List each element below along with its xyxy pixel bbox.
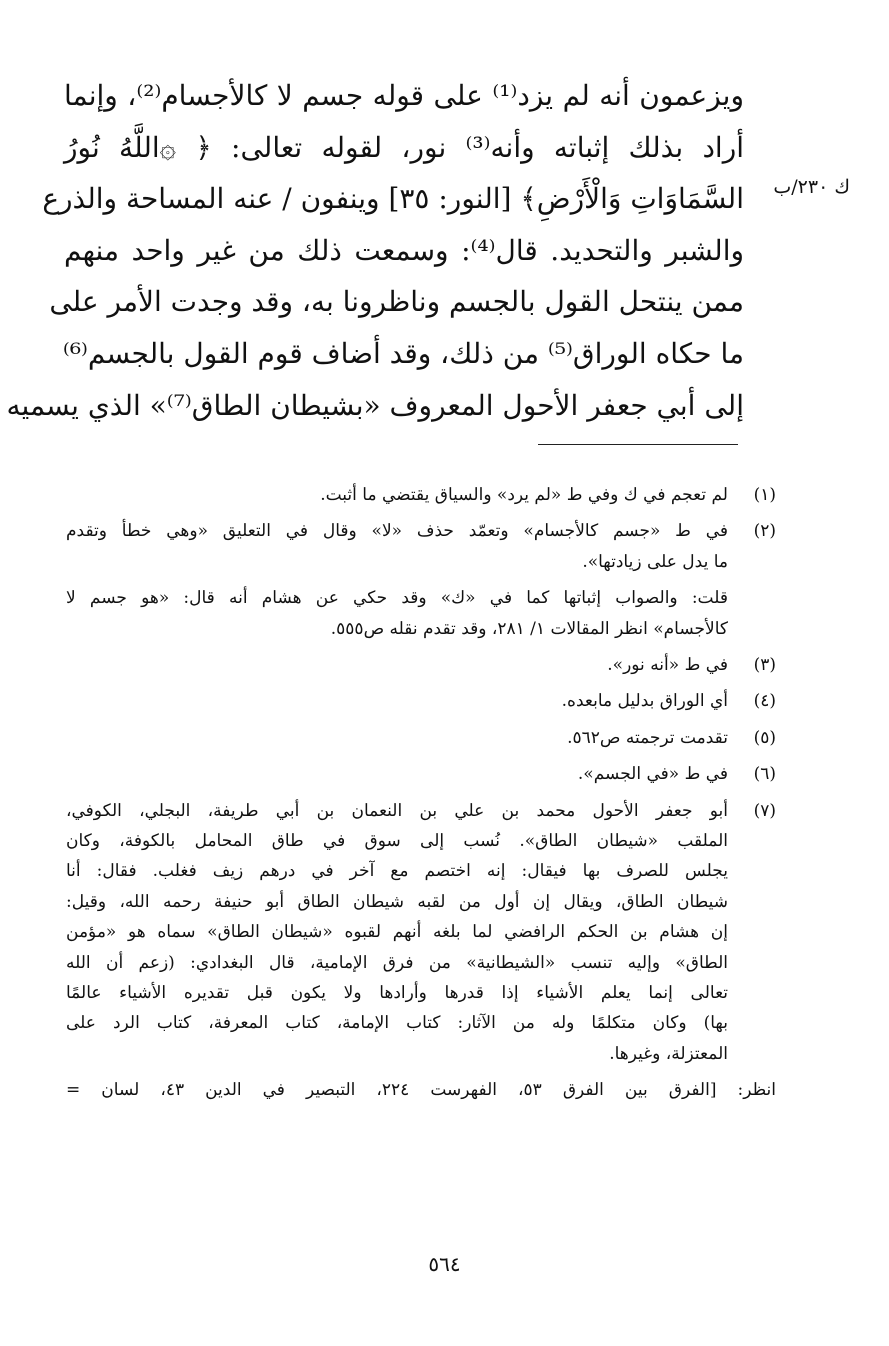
main-text — [6, 70, 744, 431]
footnote-line: إن هشام بن الحكم الرافضي لما بلغه أنهم لقبوه «شيطان الطاق» سماه هو «مؤمن — [66, 922, 728, 943]
footnote-line: في ط «أنه نور». — [607, 654, 728, 675]
main-line: ويزعمون أنه لم يزد⁽¹⁾ على قوله جسم لا كالأجسام⁽²⁾، وإنما — [64, 79, 744, 112]
footnote-number — [728, 583, 776, 644]
footnote-line: ما يدل على زيادتها». — [582, 551, 728, 572]
main-line: والشبر والتحديد. قال⁽⁴⁾: وسمعت ذلك من غير واحد منهم — [64, 233, 744, 267]
main-line: ممن ينتحل القول بالجسم وناظرونا به، وقد وجدت الأمر على — [49, 285, 744, 319]
footnote-line: الملقب «شيطان الطاق». نُسب إلى سوق في طاق المحامل بالكوفة، وكان — [66, 830, 728, 851]
footnote-line: كالأجسام» انظر المقالات ١/ ٢٨١، وقد تقدم نقله ص٥٥٥. — [330, 618, 728, 639]
footnote-separator — [538, 444, 738, 445]
main-line: إلى أبي جعفر الأحول المعروف «بشيطان الطاق⁽⁷⁾» الذي يسميه — [6, 388, 744, 422]
footnote-line: قلت: والصواب إثباتها كما في «ك» وقد حكي عن هشام أنه قال: «هو جسم لا — [66, 588, 728, 609]
footnotes — [66, 480, 776, 1106]
footnote-line: في ط «جسم كالأجسام» وتعمّد حذف «لا» وقال في التعليق «وهي خطأ وتقدم — [66, 521, 728, 542]
footnote-line: أبو جعفر الأحول محمد بن علي بن النعمان بن أبي طريفة، البجلي، الكوفي، — [66, 800, 728, 821]
footnote-1 — [66, 480, 776, 510]
footnote-number: (٦) — [753, 764, 776, 785]
footnote-line: الطاق» وإليه تنسب «الشيطانية» من فرق الإمامية، قال البغدادي: (زعم أن الله — [66, 952, 728, 973]
main-line: أراد بذلك إثباته وأنه⁽³⁾ نور، لقوله تعالى: ﴿ ۞اللَّهُ نُورُ — [64, 130, 744, 164]
footnote-line: تقدمت ترجمته ص٥٦٢. — [567, 727, 728, 748]
footnote-line: شيطان الطاق، ويقال إن أول من لقبه شيطان الطاق أبو حنيفة رحمه الله، وقيل: — [66, 891, 728, 912]
footnote-line: في ط «في الجسم». — [577, 764, 728, 785]
footnote-number: (٢) — [753, 521, 776, 542]
footnote-number: (٥) — [753, 727, 776, 748]
footnote-7-sources — [66, 1075, 776, 1105]
footnote-line: بها) وكان متكلمًا وله من الآثار: كتاب الإمامة، كتاب المعرفة، كتاب الرد على — [66, 1013, 728, 1034]
footnote-7 — [66, 796, 776, 1070]
footnote-2-comment — [66, 583, 776, 644]
footnote-line: المعتزلة، وغيرها. — [609, 1043, 728, 1064]
footnote-4 — [66, 686, 776, 716]
footnote-line: تعالى إنما يعلم الأشياء إذا قدرها وأرادها ولا يكون قبل تقديره الأشياء عالمًا — [66, 982, 728, 1003]
footnote-line: انظر: [الفرق بين الفرق ٥٣، الفهرست ٢٢٤، التبصير في الدين ٤٣، لسان = — [66, 1080, 777, 1101]
page-number: ٥٦٤ — [428, 1252, 461, 1276]
footnote-number: (١) — [753, 485, 776, 505]
manuscript-folio-note: ك ٢٣٠/ب — [773, 176, 850, 198]
footnote-number: (٣) — [753, 654, 776, 675]
footnote-line: أي الوراق بدليل مابعده. — [561, 691, 728, 712]
footnote-number: (٧) — [753, 800, 776, 821]
footnote-5 — [66, 723, 776, 753]
footnote-line: لم تعجم في ك وفي ط «لم يرد» والسياق يقتضي ما أثبت. — [320, 485, 728, 505]
main-line: السَّمَاوَاتِ وَالْأَرْضِ﴾ [النور: ٣٥] وينفون / عنه المساحة والذرع — [42, 182, 744, 216]
footnote-number: (٤) — [753, 691, 776, 712]
footnote-2 — [66, 516, 776, 577]
footnote-3 — [66, 650, 776, 680]
footnote-6 — [66, 759, 776, 789]
footnote-line: يجلس للصرف بها فيقال: إنه اختصم مع آخر في درهم زيف فغلب. فقال: أنا — [66, 861, 728, 882]
main-line: ما حكاه الوراق⁽⁵⁾ من ذلك، وقد أضاف قوم القول بالجسم⁽⁶⁾ — [62, 336, 744, 370]
